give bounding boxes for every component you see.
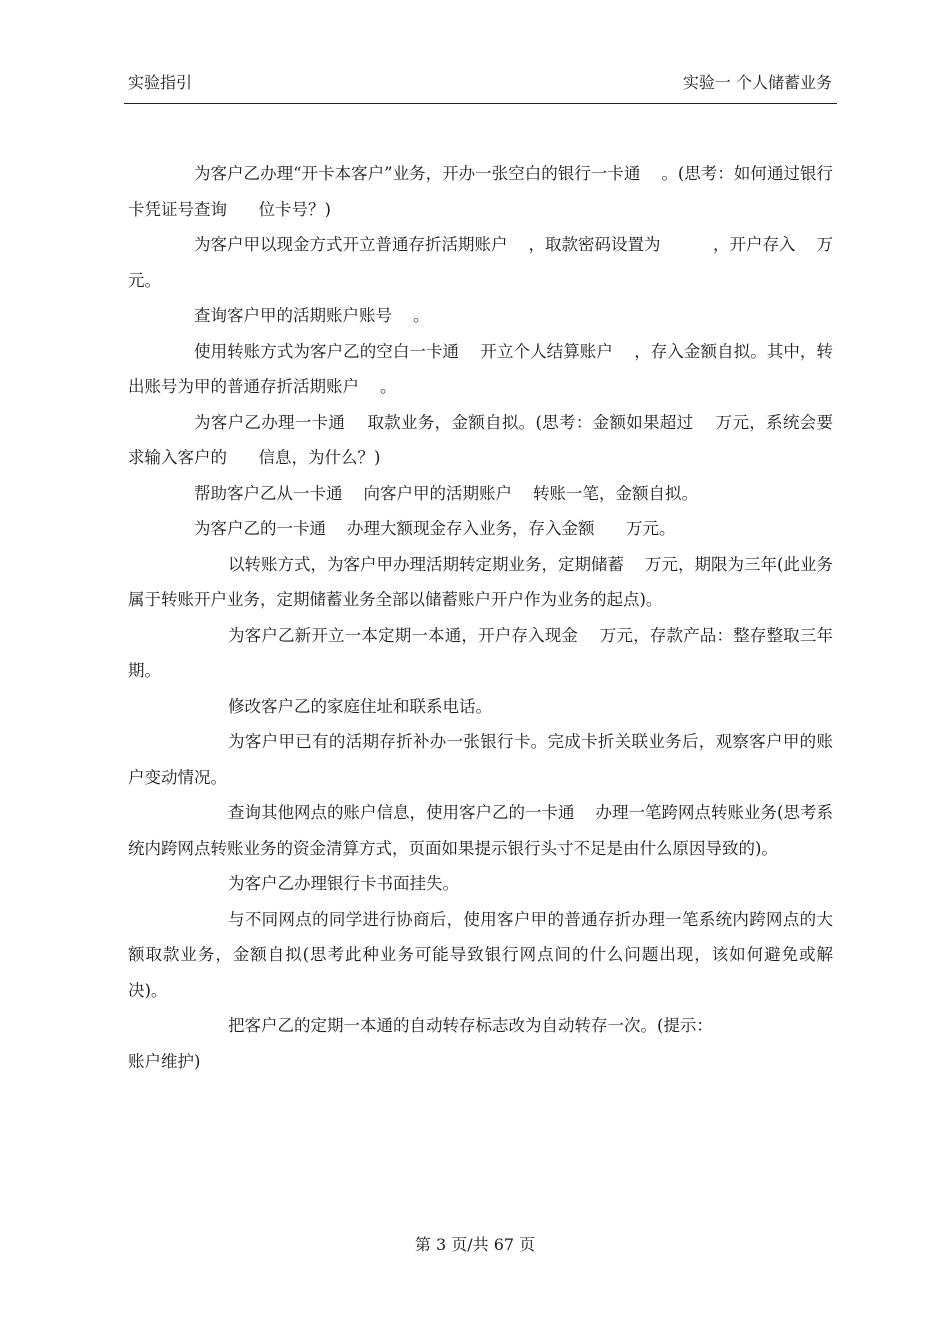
paragraph: 以转账方式，为客户甲办理活期转定期业务，定期储蓄 万元，期限为三年(此业务属于转账开户业务，定期储蓄业务全部以储蓄账户开户作为业务的起点)。 [128, 554, 833, 609]
paragraph: 为客户甲以现金方式开立普通存折活期账户 ，取款密码设置为 ，开户存入 万元。 [128, 235, 833, 290]
paragraph: 为客户乙的一卡通 办理大额现金存入业务，存入金额 万元。 [194, 519, 676, 538]
paragraph: 账户维护) [128, 1051, 201, 1071]
header-right-title: 实验一 个人储蓄业务 [682, 73, 832, 92]
paragraph: 为客户乙办理一卡通 取款业务，金额自拟。(思考：金额如果超过 万元，系统会要求输入客户的 信息，为什么？) [128, 412, 833, 467]
header-divider [124, 103, 837, 104]
header-left-title: 实验指引 [128, 73, 193, 92]
paragraph: 为客户乙新开立一本定期一本通，开户存入现金 万元，存款产品：整存整取三年期。 [128, 625, 833, 680]
paragraph: 为客户乙办理银行卡书面挂失。 [228, 874, 459, 893]
paragraph: 为客户乙办理“开卡本客户”业务，开办一张空白的银行一卡通 。(思考：如何通过银行卡凭证号查询 位卡号？) [128, 164, 833, 219]
paragraph: 使用转账方式为客户乙的空白一卡通 开立个人结算账户 ，存入金额自拟。其中，转出账号为甲的普通存折活期账户 。 [128, 341, 833, 396]
paragraph: 查询客户甲的活期账户账号 。 [194, 306, 430, 325]
paragraph: 修改客户乙的家庭住址和联系电话。 [228, 696, 492, 716]
page-number-footer: 第 3 页/共 67 页 [414, 1235, 536, 1254]
paragraph: 帮助客户乙从一卡通 向客户甲的活期账户 转账一笔，金额自拟。 [194, 483, 698, 503]
paragraph: 与不同网点的同学进行协商后，使用客户甲的普通存折办理一笔系统内跨网点的大额取款业务，金额自拟(思考此种业务可能导致银行网点间的什么问题出现，该如何避免或解决)。 [128, 909, 833, 1000]
paragraph: 查询其他网点的账户信息，使用客户乙的一卡通 办理一笔跨网点转账业务(思考系统内跨网点转账业务的资金清算方式，页面如果提示银行头寸不足是由什么原因导致的)。 [128, 803, 833, 858]
paragraph: 为客户甲已有的活期存折补办一张银行卡。完成卡折关联业务后，观察客户甲的账户变动情况。 [128, 732, 833, 787]
paragraph: 把客户乙的定期一本通的自动转存标志改为自动转存一次。(提示： [228, 1016, 713, 1035]
body-content [128, 156, 833, 1079]
